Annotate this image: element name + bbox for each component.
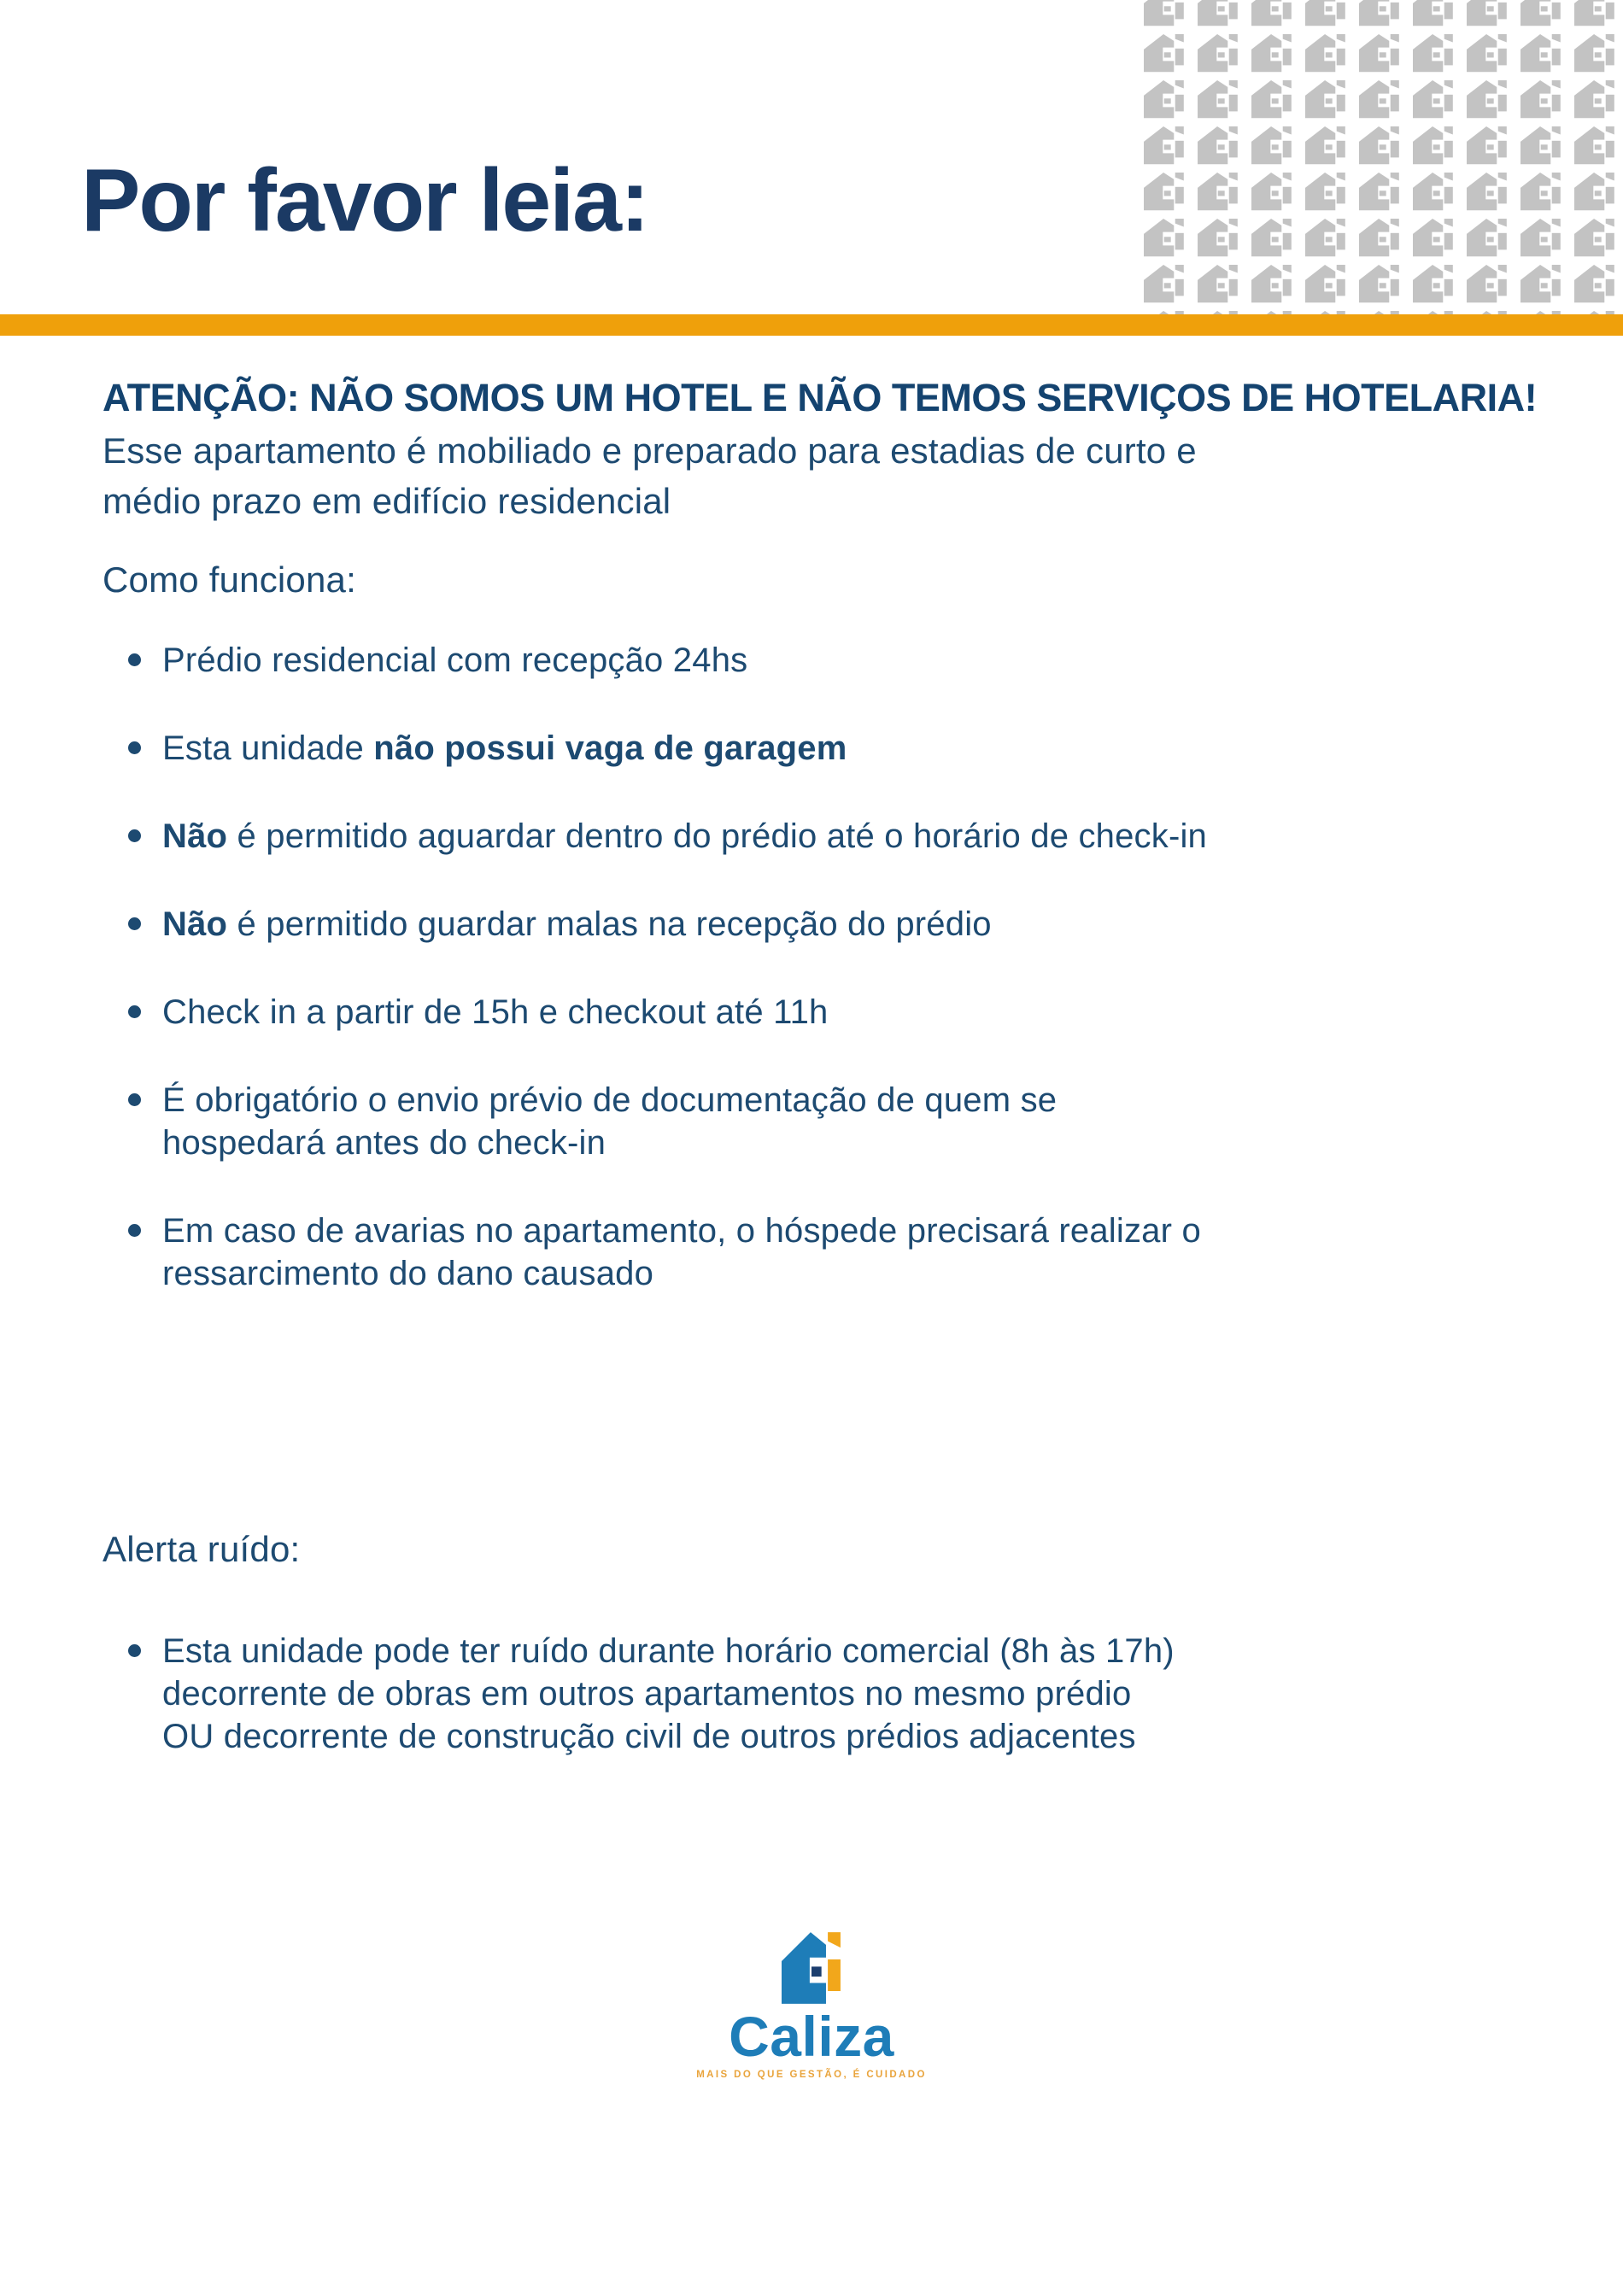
list-item: [103, 1210, 1555, 1295]
bullet-icon: [128, 1224, 141, 1237]
bullet-icon: [128, 741, 141, 754]
caliza-logo-pattern-icon: [1142, 0, 1623, 314]
list-item: [103, 727, 1555, 770]
list-item: [103, 1079, 1555, 1164]
intro-line: Esse apartamento é mobiliado e preparado para estadias de curto e: [103, 430, 1197, 471]
brand-pattern-block: [1142, 0, 1623, 314]
list-item-text: É obrigatório o envio prévio de documentação de quem se hospedará antes do check-in: [162, 1081, 1058, 1162]
bullet-icon: [128, 917, 141, 930]
list-item-text: Não é permitido guardar malas na recepção do prédio: [162, 905, 992, 943]
list-item-text: Esta unidade não possui vaga de garagem: [162, 729, 847, 767]
list-item-text: Esta unidade pode ter ruído durante horário comercial (8h às 17h) decorrente de obras em outros apartamentos no mesmo prédio OU decorrente de construção civil de outros prédios adjacentes: [162, 1632, 1175, 1755]
notice-heading: ATENÇÃO: NÃO SOMOS UM HOTEL E NÃO TEMOS SERVIÇOS DE HOTELARIA!: [103, 376, 1538, 419]
intro-line: médio prazo em edifício residencial: [103, 481, 671, 521]
list-item-text: Check in a partir de 15h e checkout até 11h: [162, 993, 829, 1031]
list-item-text: Prédio residencial com recepção 24hs: [162, 641, 748, 679]
list-item: [103, 903, 1555, 946]
noise-list: [103, 1630, 1555, 1803]
list-item: [103, 815, 1555, 858]
list-item: [103, 639, 1555, 682]
bullet-icon: [128, 1093, 141, 1106]
logo-tagline: MAIS DO QUE GESTÃO, É CUIDADO: [696, 2070, 927, 2080]
bullet-icon: [128, 1005, 141, 1018]
list-item: [103, 1630, 1555, 1758]
list-item-text: Não é permitido aguardar dentro do prédio até o horário de check-in: [162, 817, 1207, 855]
bullet-icon: [128, 829, 141, 842]
bullet-icon: [128, 1644, 141, 1657]
section-label-como-funciona: Como funciona:: [103, 559, 356, 600]
logo-wordmark: Caliza: [729, 2005, 894, 2068]
orange-divider: [0, 314, 1623, 336]
intro-paragraph: [103, 425, 1538, 526]
list-item-text: Em caso de avarias no apartamento, o hóspede precisará realizar o ressarcimento do dano causado: [162, 1212, 1201, 1292]
bullet-icon: [128, 653, 141, 666]
page-title: Por favor leia:: [81, 151, 648, 250]
caliza-house-monogram-icon: [782, 1932, 841, 2005]
rules-list: [103, 639, 1555, 1340]
section-label-alerta-ruido: Alerta ruído:: [103, 1529, 301, 1569]
caliza-logo: [0, 1932, 1623, 2080]
list-item: [103, 991, 1555, 1034]
